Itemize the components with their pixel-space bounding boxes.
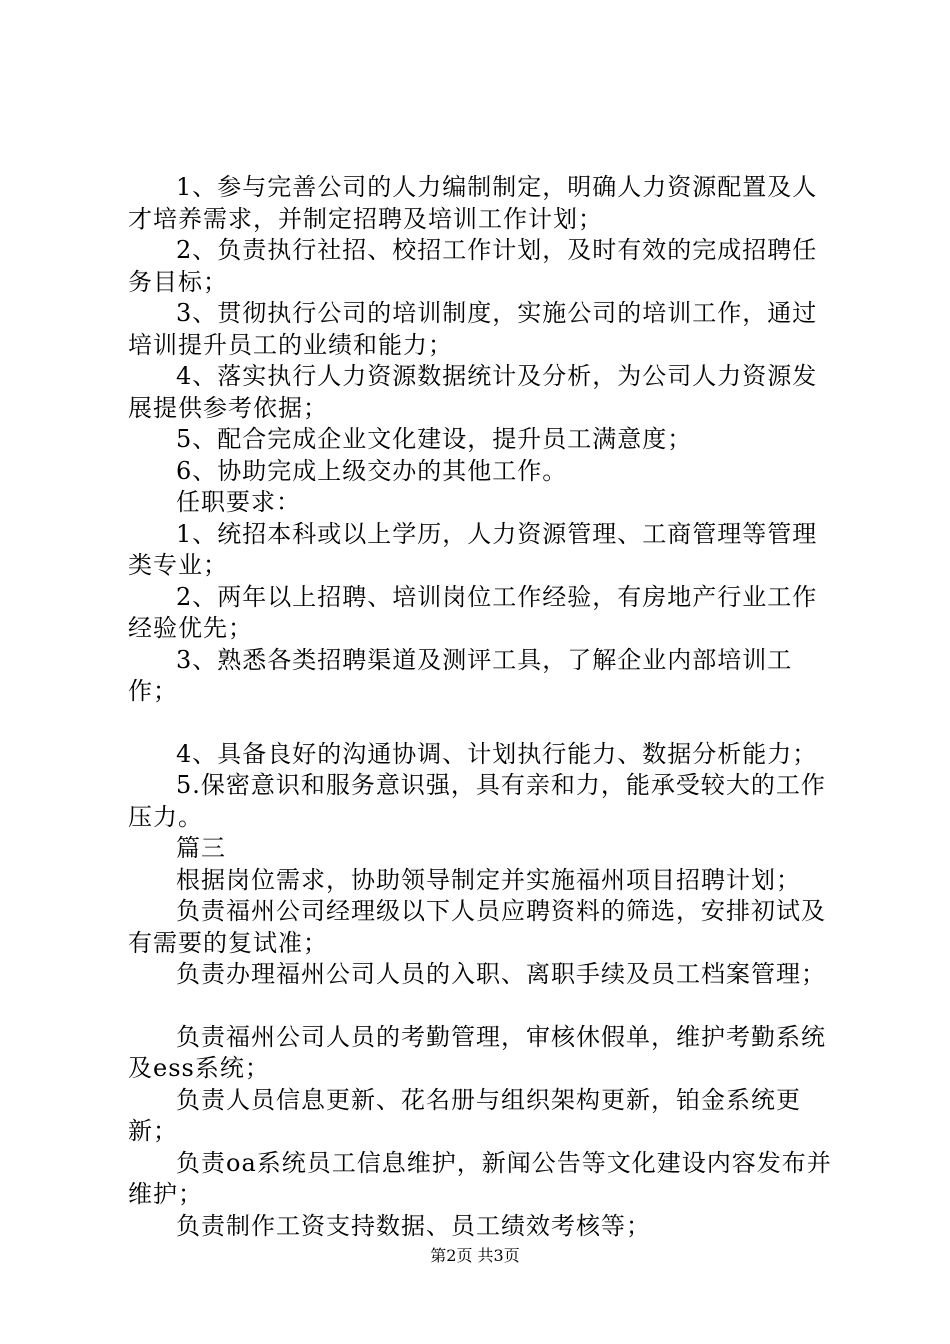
paragraph-duty-6: 6、协助完成上级交办的其他工作。 [176,456,568,485]
paragraph-task-1: 根据岗位需求，协助领导制定并实施福州项目招聘计划； [176,865,801,894]
paragraph-requirement-5: 5.保密意识和服务意识强，具有亲和力，能承受较大的工作压力。 [128,771,826,831]
paragraph-task-7: 负责制作工资支持数据、员工绩效考核等； [176,1211,651,1240]
blank-line [128,991,840,1022]
paragraph-requirement-4: 4、具备良好的沟通协调、计划执行能力、数据分析能力； [176,739,818,768]
paragraph-task-4: 负责福州公司人员的考勤管理，审核休假单，维护考勤系统及ess系统； [128,1022,826,1082]
paragraph-task-3: 负责办理福州公司人员的入职、离职手续及员工档案管理； [176,960,826,988]
paragraph-task-5: 负责人员信息更新、花名册与组织架构更新，铂金系统更新； [128,1085,801,1145]
paragraph-duty-4: 4、落实执行人力资源数据统计及分析，为公司人力资源发展提供参考依据； [128,362,818,422]
paragraph-requirement-1: 1、统招本科或以上学历，人力资源管理、工商管理等管理类专业； [128,519,818,579]
paragraph-requirement-3: 3、熟悉各类招聘渠道及测评工具，了解企业内部培训工作； [128,645,793,705]
section-heading-part-three: 篇三 [176,834,226,862]
paragraph-duty-5: 5、配合完成企业文化建设，提升员工满意度； [176,425,693,453]
paragraph-duty-2: 2、负责执行社招、校招工作计划，及时有效的完成招聘任务目标； [128,236,818,296]
paragraph-task-6: 负责oa系统员工信息维护，新闻公告等文化建设内容发布并维护； [128,1148,832,1208]
document-body [128,172,840,1242]
paragraph-task-2: 负责福州公司经理级以下人员应聘资料的筛选，安排初试及有需要的复试准； [128,897,826,957]
section-heading-requirements: 任职要求： [176,488,301,516]
page-number-footer: 第2页 共3页 [430,1246,520,1265]
paragraph-requirement-2: 2、两年以上招聘、培训岗位工作经验，有房地产行业工作经验优先； [128,582,818,642]
paragraph-duty-3: 3、贯彻执行公司的培训制度，实施公司的培训工作，通过培训提升员工的业绩和能力； [128,299,818,359]
paragraph-duty-1: 1、参与完善公司的人力编制制定，明确人力资源配置及人才培养需求，并制定招聘及培训工作计划； [128,173,818,233]
blank-line [128,708,840,739]
